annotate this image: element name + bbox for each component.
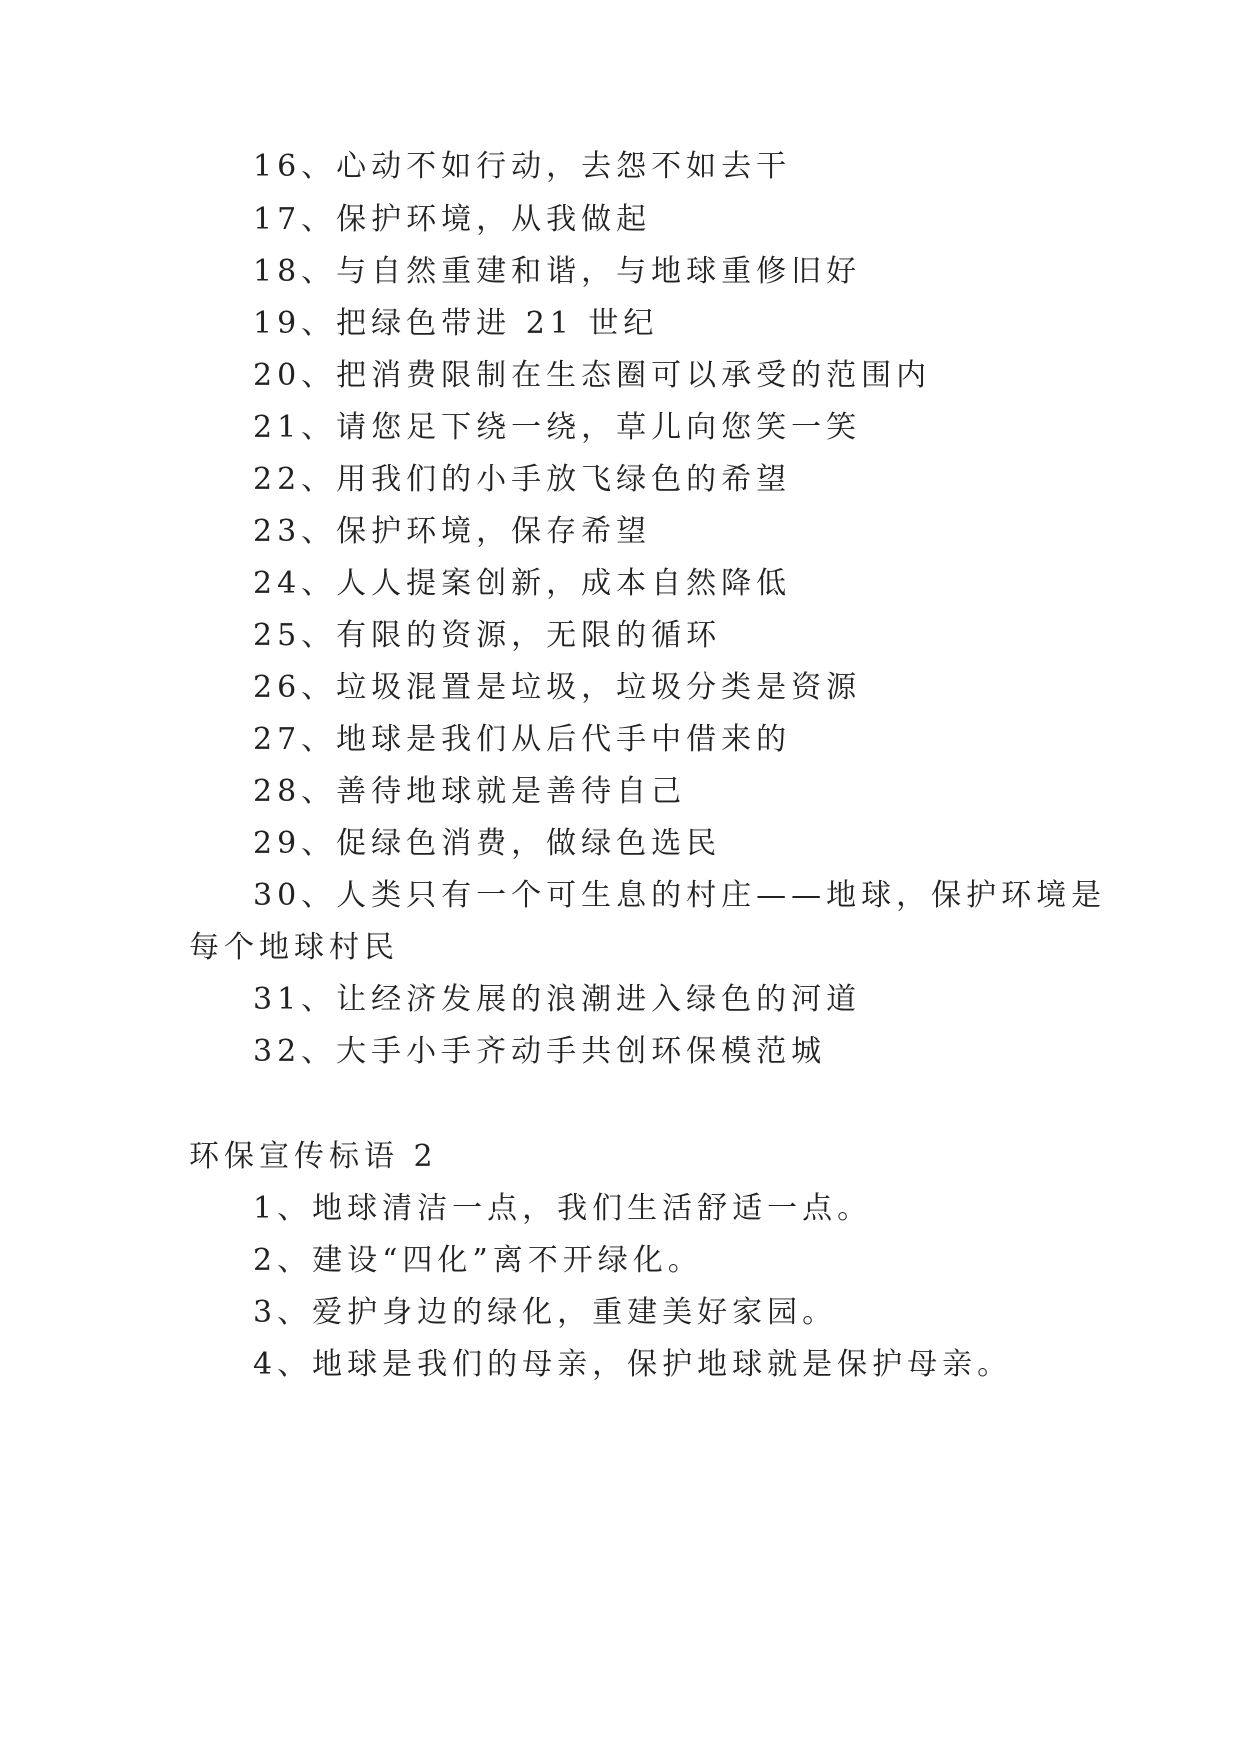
section-heading: 环保宣传标语 2 xyxy=(189,1139,438,1174)
slogan-25: 25、有限的资源，无限的循环 xyxy=(253,618,722,653)
slogan-24: 24、人人提案创新，成本自然降低 xyxy=(253,566,792,601)
slogan-27: 27、地球是我们从后代手中借来的 xyxy=(253,722,792,757)
slogan-19: 19、把绿色带进 21 世纪 xyxy=(253,306,659,341)
slogan-20: 20、把消费限制在生态圈可以承受的范围内 xyxy=(253,358,932,393)
slogan-30-continuation: 每个地球村民 xyxy=(189,930,399,965)
slogan-28: 28、善待地球就是善待自己 xyxy=(253,774,687,809)
slogan-31: 31、让经济发展的浪潮进入绿色的河道 xyxy=(253,982,862,1017)
slogan-18: 18、与自然重建和谐，与地球重修旧好 xyxy=(253,254,862,289)
slogan-26: 26、垃圾混置是垃圾，垃圾分类是资源 xyxy=(253,670,862,705)
slogan-30: 30、人类只有一个可生息的村庄——地球，保护环境是 xyxy=(253,878,1107,913)
slogan-2-1: 1、地球清洁一点，我们生活舒适一点。 xyxy=(253,1191,873,1226)
slogan-2-3: 3、爱护身边的绿化，重建美好家园。 xyxy=(253,1295,838,1330)
slogan-2-4: 4、地球是我们的母亲，保护地球就是保护母亲。 xyxy=(253,1347,1013,1382)
slogan-32: 32、大手小手齐动手共创环保模范城 xyxy=(253,1034,827,1069)
slogan-16: 16、心动不如行动，去怨不如去干 xyxy=(253,149,792,184)
slogan-17: 17、保护环境，从我做起 xyxy=(253,202,652,237)
slogan-23: 23、保护环境，保存希望 xyxy=(253,514,652,549)
slogan-22: 22、用我们的小手放飞绿色的希望 xyxy=(253,462,792,497)
slogan-21: 21、请您足下绕一绕，草儿向您笑一笑 xyxy=(253,410,862,445)
slogan-29: 29、促绿色消费，做绿色选民 xyxy=(253,826,722,861)
slogan-2-2: 2、建设“四化”离不开绿化。 xyxy=(253,1243,703,1278)
